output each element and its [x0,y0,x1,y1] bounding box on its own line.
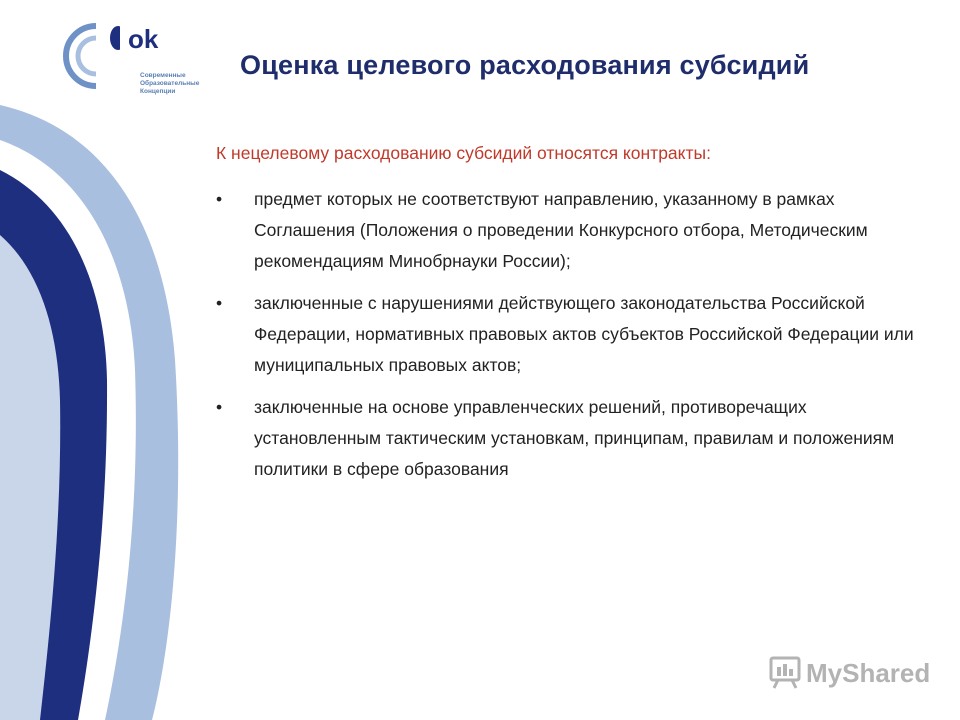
list-item [216,392,916,485]
bullet-icon: • [216,189,223,209]
list-item-text: предмет которых не соответствуют направлению, указанному в рамках Соглашения (Положения о проведении Конкурсного отбора, Методическим рекомендациям Минобрнауки России); [254,189,868,271]
logo-line-2: Образовательные [140,80,200,87]
presentation-board-icon [768,654,802,690]
list-item-text: заключенные на основе управленческих решений, противоречащих установленным тактическим установкам, принципам, правилам и положениям политики в сфере образования [254,397,895,479]
bullet-list [216,184,916,496]
list-item [216,288,916,381]
logo [44,14,200,100]
watermark-text: MyShared [806,658,931,688]
slide-title: Оценка целевого расходования субсидий [240,50,810,80]
logo-mark-text: ok [128,24,159,54]
logo-line-1: Современные [140,72,186,79]
bullet-icon: • [216,293,223,313]
logo-text [140,72,199,96]
list-item [216,184,916,277]
watermark [768,654,931,694]
slide-intro: К нецелевому расходованию субсидий относятся контракты: [216,143,711,163]
bullet-icon: • [216,397,223,417]
list-item-text: заключенные с нарушениями действующего законодательства Российской Федерации, нормативных правовых актов субъектов Российской Федерации или муниципальных правовых актов; [254,293,914,375]
logo-line-3: Концепции [140,88,176,95]
